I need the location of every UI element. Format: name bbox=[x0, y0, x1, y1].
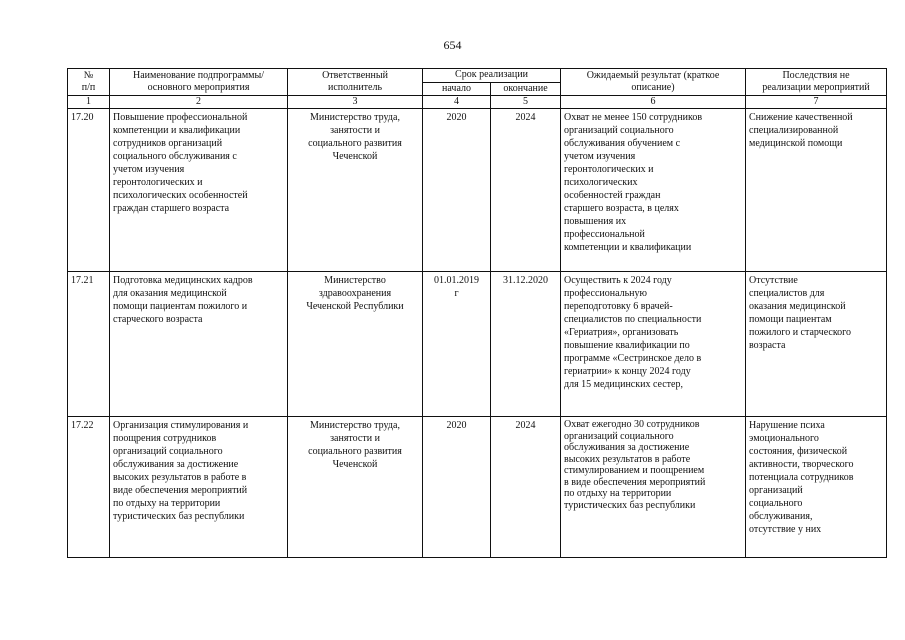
row-num: 17.21 bbox=[68, 272, 110, 417]
row-consequences: Нарушение психа эмоционального состояния, физической активности, творческого потенциала сотрудников организаций социального обслуживания, отсутствие у них bbox=[746, 417, 887, 558]
row-name: Повышение профессиональной компетенции и квалификации сотрудников организаций социального обслуживания с учетом изучения геронтологических и психологических особенностей граждан старшего возраста bbox=[110, 109, 288, 272]
row-responsible: Министерство труда, занятости и социального развития Чеченской bbox=[288, 109, 423, 272]
column-number: 5 bbox=[491, 96, 561, 109]
column-numbers-row bbox=[68, 96, 887, 109]
row-expected: Охват не менее 150 сотрудников организаций социального обслуживания обучением с учетом изучения геронтологических и психологических особенностей граждан старшего возраста, в целях повышения их профессиональной компетенции и квалификации bbox=[561, 109, 746, 272]
row-end: 2024 bbox=[491, 417, 561, 558]
column-number: 2 bbox=[110, 96, 288, 109]
row-num: 17.22 bbox=[68, 417, 110, 558]
row-name: Подготовка медицинских кадров для оказания медицинской помощи пациентам пожилого и старческого возраста bbox=[110, 272, 288, 417]
header-expected: Ожидаемый результат (краткое описание) bbox=[561, 69, 746, 96]
header-start: начало bbox=[423, 82, 491, 96]
column-number: 3 bbox=[288, 96, 423, 109]
row-responsible: Министерство здравоохранения Чеченской Республики bbox=[288, 272, 423, 417]
row-num: 17.20 bbox=[68, 109, 110, 272]
column-number: 7 bbox=[746, 96, 887, 109]
row-end: 31.12.2020 bbox=[491, 272, 561, 417]
header-name: Наименование подпрограммы/ основного мероприятия bbox=[110, 69, 288, 96]
header-consequences: Последствия не реализации мероприятий bbox=[746, 69, 887, 96]
row-expected: Охват ежегодно 30 сотрудников организаций социального обслуживания за достижение высоких результатов в работе стимулированием и поощрением в виде обеспечения мероприятий по отдыху на территории туристических баз республики bbox=[561, 417, 746, 558]
row-consequences: Отсутствие специалистов для оказания медицинской помощи пациентам пожилого и старческого возраста bbox=[746, 272, 887, 417]
table-header-row bbox=[68, 69, 887, 83]
header-responsible: Ответственный исполнитель bbox=[288, 69, 423, 96]
row-end: 2024 bbox=[491, 109, 561, 272]
row-start: 01.01.2019 г bbox=[423, 272, 491, 417]
page-number: 654 bbox=[443, 38, 462, 52]
row-consequences: Снижение качественной специализированной медицинской помощи bbox=[746, 109, 887, 272]
table-row bbox=[68, 417, 887, 558]
header-end: окончание bbox=[491, 82, 561, 96]
table-row bbox=[68, 272, 887, 417]
column-number: 4 bbox=[423, 96, 491, 109]
table-row bbox=[68, 109, 887, 272]
row-start: 2020 bbox=[423, 109, 491, 272]
column-number: 1 bbox=[68, 96, 110, 109]
column-number: 6 bbox=[561, 96, 746, 109]
row-name: Организация стимулирования и поощрения сотрудников организаций социального обслуживания за достижение высоких результатов в работе в виде обеспечения мероприятий по отдыху на территории туристических баз республики bbox=[110, 417, 288, 558]
header-period: Срок реализации bbox=[423, 69, 561, 83]
row-expected: Осуществить к 2024 году профессиональную переподготовку 6 врачей- специалистов по специальности «Гериатрия», организовать повышение квалификации по программе «Сестринское дело в гериатрии» к концу 2024 году для 15 медицинских сестер, bbox=[561, 272, 746, 417]
row-start: 2020 bbox=[423, 417, 491, 558]
program-activities-table bbox=[67, 68, 887, 558]
header-num: № п/п bbox=[68, 69, 110, 96]
row-responsible: Министерство труда, занятости и социального развития Чеченской bbox=[288, 417, 423, 558]
